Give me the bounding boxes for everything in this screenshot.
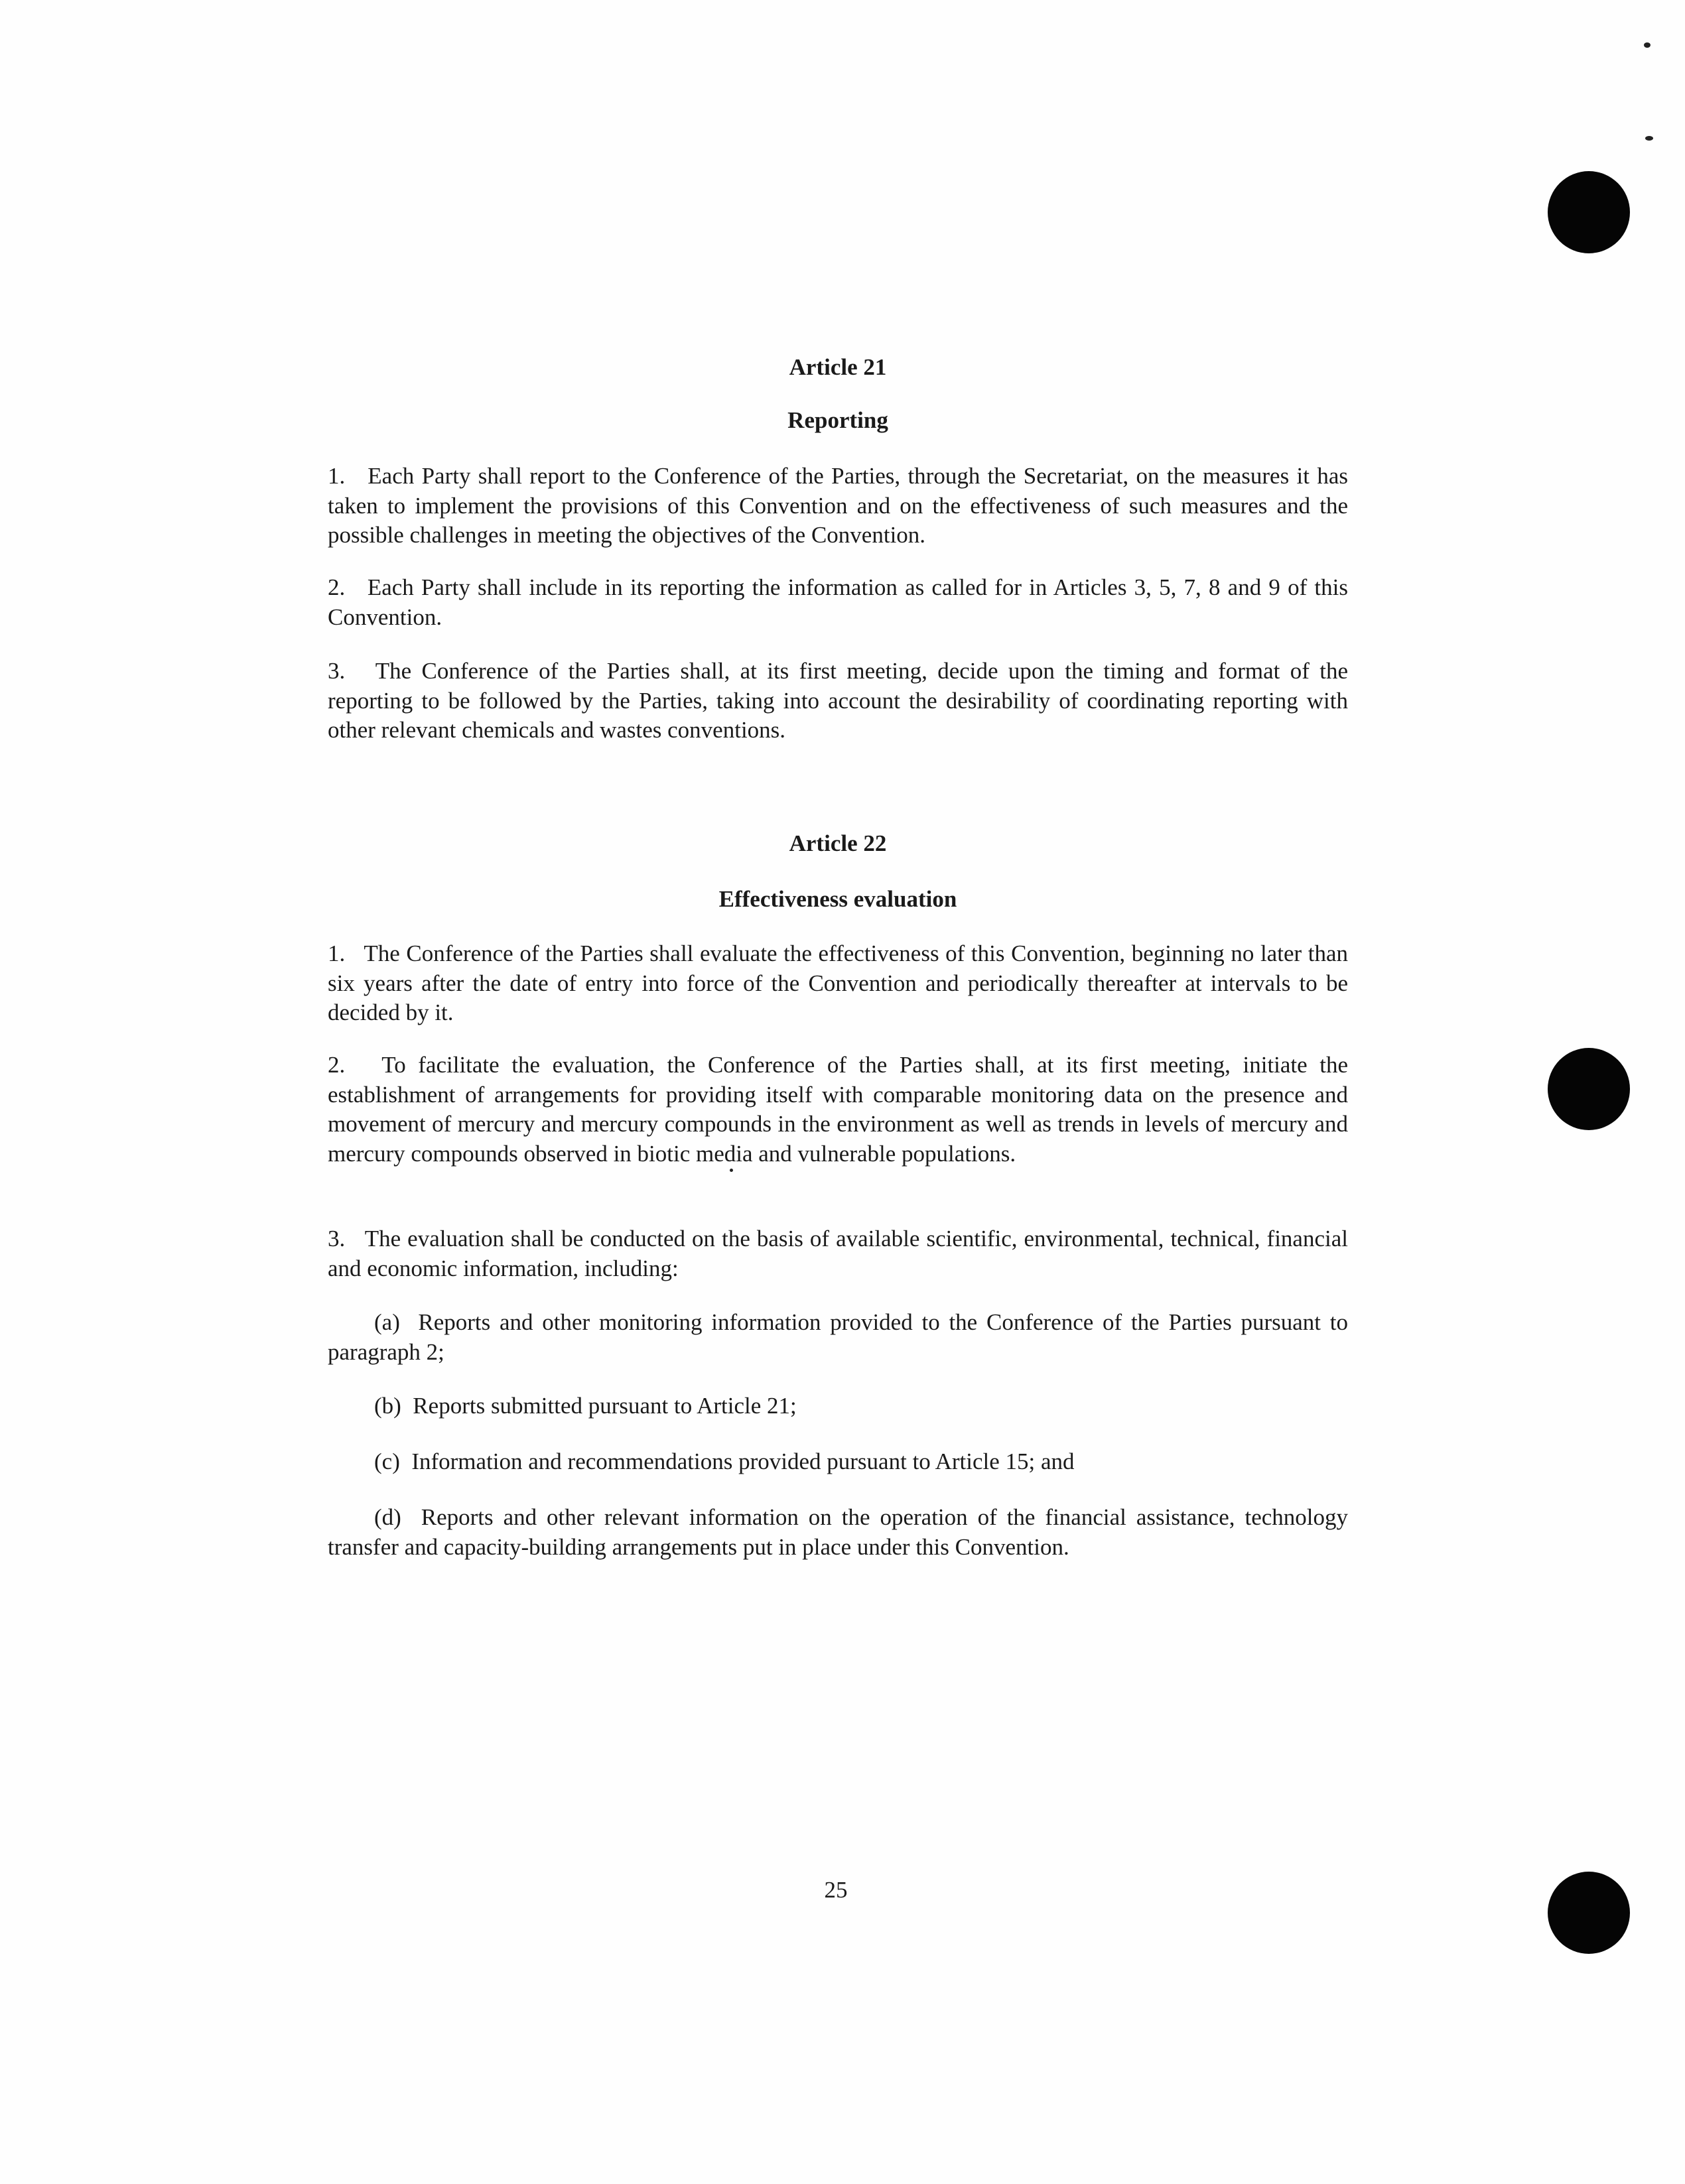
article-21-title: Reporting xyxy=(787,407,888,433)
page-number: 25 xyxy=(824,1877,848,1903)
punch-hole-top xyxy=(1548,171,1630,253)
article-22-number: Article 22 xyxy=(789,830,887,856)
article-22-item-a: (a) Reports and other monitoring information provided to the Conference of the Parties pursuant to paragraph 2; xyxy=(328,1309,1348,1365)
scan-speck xyxy=(730,1169,733,1172)
article-21-paragraph-3: 3. The Conference of the Parties shall, at its first meeting, decide upon the timing and format of the reporting to be followed by the Parties, taking into account the desirability of coordinating reporting with other relevant chemicals and wastes conventions. xyxy=(328,658,1348,743)
article-21-paragraph-1: 1. Each Party shall report to the Conference of the Parties, through the Secretariat, on the measures it has taken to implement the provisions of this Convention and on the effectiveness of such measures and the possible challenges in meeting the objectives of the Convention. xyxy=(328,463,1348,548)
scan-speck xyxy=(1644,42,1651,48)
article-22-title: Effectiveness evaluation xyxy=(718,886,957,912)
article-22-item-c: (c) Information and recommendations provided pursuant to Article 15; and xyxy=(374,1448,1075,1474)
article-21-paragraph-2: 2. Each Party shall include in its reporting the information as called for in Articles 3, 5, 7, 8 and 9 of this Convention. xyxy=(328,574,1348,630)
punch-hole-middle xyxy=(1548,1048,1630,1130)
article-22-paragraph-2: 2. To facilitate the evaluation, the Conference of the Parties shall, at its first meeting, initiate the establishment of arrangements for providing itself with comparable monitoring data on the presence and movement of mercury and mercury compounds in the environment as well as trends in levels of mercury and mercury compounds observed in biotic media and vulnerable populations. xyxy=(328,1052,1348,1167)
article-22-item-b: (b) Reports submitted pursuant to Article 21; xyxy=(374,1393,797,1419)
punch-hole-bottom xyxy=(1548,1872,1630,1954)
article-22-item-d: (d) Reports and other relevant information on the operation of the financial assistance, technology transfer and capacity-building arrangements put in place under this Convention. xyxy=(328,1504,1348,1560)
article-22-paragraph-1: 1. The Conference of the Parties shall evaluate the effectiveness of this Convention, beginning no later than six years after the date of entry into force of the Convention and periodically thereafter at intervals to be decided by it. xyxy=(328,940,1348,1025)
article-21-number: Article 21 xyxy=(789,354,887,380)
article-22-paragraph-3: 3. The evaluation shall be conducted on the basis of available scientific, environmental, technical, financial and economic information, including: xyxy=(328,1226,1348,1281)
scan-speck xyxy=(1645,136,1653,141)
